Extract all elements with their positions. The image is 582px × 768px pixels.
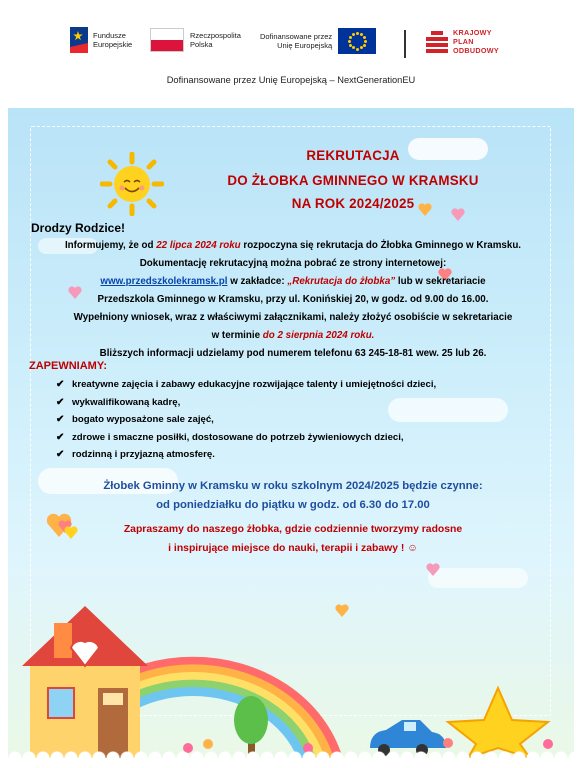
- start-date: 22 lipca 2024 roku: [156, 240, 241, 251]
- assurances-list: [56, 376, 436, 464]
- checkmark-icon: ✔: [56, 431, 65, 443]
- eu-star-icon: [356, 48, 359, 51]
- assurances-heading: ZAPEWNIAMY:: [29, 360, 108, 372]
- kpo-stripes-icon: [426, 29, 448, 55]
- kpo-logo: [426, 28, 499, 55]
- list-item: [56, 394, 436, 412]
- eu-flag-icon: [338, 28, 376, 54]
- logo-kpo-line1: KRAJOWY: [453, 28, 492, 37]
- logo-divider: [404, 30, 406, 58]
- eu-star-icon: [348, 40, 351, 43]
- title-line-3: NA ROK 2024/2025: [291, 196, 415, 211]
- checkmark-icon: ✔: [56, 396, 65, 408]
- info-line-3: [28, 276, 558, 287]
- checkmark-icon: ✔: [56, 379, 65, 391]
- info-text: Informujemy, że od: [64, 240, 157, 251]
- tab-name: „Rekrutacja do żłobka”: [287, 276, 396, 287]
- website-link[interactable]: www.przedszkolekramsk.pl: [100, 276, 228, 287]
- nextgeneration-caption: Dofinansowane przez Unię Europejską – NextGenerationEU: [166, 75, 416, 85]
- logo-ue-line1: Dofinansowane przez: [260, 32, 333, 41]
- list-item: [56, 411, 436, 429]
- smiling-sun-icon: [100, 152, 164, 216]
- eu-star-icon: [364, 40, 367, 43]
- logo-kpo-line2: PLAN: [453, 37, 474, 46]
- logo-fe-line1: Fundusze: [93, 31, 126, 40]
- list-item-text: bogato wyposażone sale zajęć,: [72, 414, 214, 426]
- eu-star-icon: [363, 36, 366, 39]
- unia-europejska-logo: [260, 28, 376, 54]
- deadline-date: do 2 sierpnia 2024 roku.: [262, 330, 375, 341]
- info-line-2: Dokumentację rekrutacyjną można pobrać ze strony internetowej:: [139, 258, 447, 269]
- eu-star-icon: [352, 46, 355, 49]
- hours-line-1: Żłobek Gminny w Kramsku w roku szkolnym 2024/2025 będzie czynne:: [103, 480, 483, 492]
- eu-star-icon: [363, 44, 366, 47]
- house-icon: [22, 606, 148, 758]
- title-line-1: REKRUTACJA: [306, 148, 400, 163]
- fundusze-europejskie-logo: [70, 27, 132, 53]
- recruitment-poster: [8, 108, 574, 758]
- eu-star-icon: [356, 32, 359, 35]
- eu-star-icon: [349, 44, 352, 47]
- rzeczpospolita-logo: [150, 28, 241, 52]
- info-text: w zakładce:: [227, 276, 288, 287]
- info-line-1: [28, 240, 558, 251]
- eu-star-icon: [360, 33, 363, 36]
- hours-line-2: od poniedziałku do piątku w godz. od 6.30 do 17.00: [156, 499, 430, 511]
- eu-star-icon: [360, 46, 363, 49]
- eu-star-icon: [349, 36, 352, 39]
- list-item-text: wykwalifikowaną kadrę,: [72, 396, 181, 408]
- logo-kpo-line3: ODBUDOWY: [453, 46, 499, 55]
- invite-line-1: Zapraszamy do naszego żłobka, gdzie codziennie tworzymy radosne: [123, 524, 463, 535]
- list-item-text: rodzinną i przyjazną atmosferę.: [72, 449, 215, 461]
- info-line-5: Wypełniony wniosek, wraz z właściwymi załącznikami, należy złożyć osobiście w sekretariacie: [73, 312, 513, 323]
- polish-flag-icon: [150, 28, 184, 52]
- info-text: w terminie: [211, 330, 263, 341]
- list-item: [56, 376, 436, 394]
- info-text: rozpoczyna się rekrutacja do Żłobka Gminnego w Kramsku.: [240, 240, 522, 251]
- funding-logos-bar: [64, 22, 524, 66]
- invite-line-2: i inspirujące miejsce do nauki, terapii i zabawy ! ☺: [168, 543, 418, 554]
- list-item-text: kreatywne zajęcia i zabawy edukacyjne rozwijające talenty i umiejętności dzieci,: [72, 379, 437, 391]
- list-item-text: zdrowe i smaczne posiłki, dostosowane do potrzeb żywieniowych dzieci,: [72, 431, 404, 443]
- list-item: [56, 429, 436, 447]
- info-line-6: [28, 330, 558, 341]
- logo-rp-line1: Rzeczpospolita: [190, 31, 241, 40]
- checkmark-icon: ✔: [56, 449, 65, 461]
- info-line-4: Przedszkola Gminnego w Kramsku, przy ul. Konińskiej 20, w godz. od 9.00 do 16.00.: [97, 294, 489, 305]
- kindergarten-illustration: [8, 548, 574, 758]
- greeting: Drodzy Rodzice!: [31, 221, 126, 235]
- info-line-7: Bliższych informacji udzielamy pod numerem telefonu 63 245-18-81 wew. 25 lub 26.: [99, 348, 487, 359]
- title-line-2: DO ŻŁOBKA GMINNEGO W KRAMSKU: [227, 173, 479, 188]
- eu-star-icon: [352, 33, 355, 36]
- logo-rp-line2: Polska: [190, 40, 213, 49]
- list-item: [56, 446, 436, 464]
- fe-star-icon: [70, 27, 88, 53]
- logo-ue-line2: Unię Europejską: [277, 41, 333, 50]
- checkmark-icon: ✔: [56, 414, 65, 426]
- scalloped-border: [8, 744, 574, 758]
- logo-fe-line2: Europejskie: [93, 40, 133, 49]
- info-text: lub w sekretariacie: [395, 276, 486, 287]
